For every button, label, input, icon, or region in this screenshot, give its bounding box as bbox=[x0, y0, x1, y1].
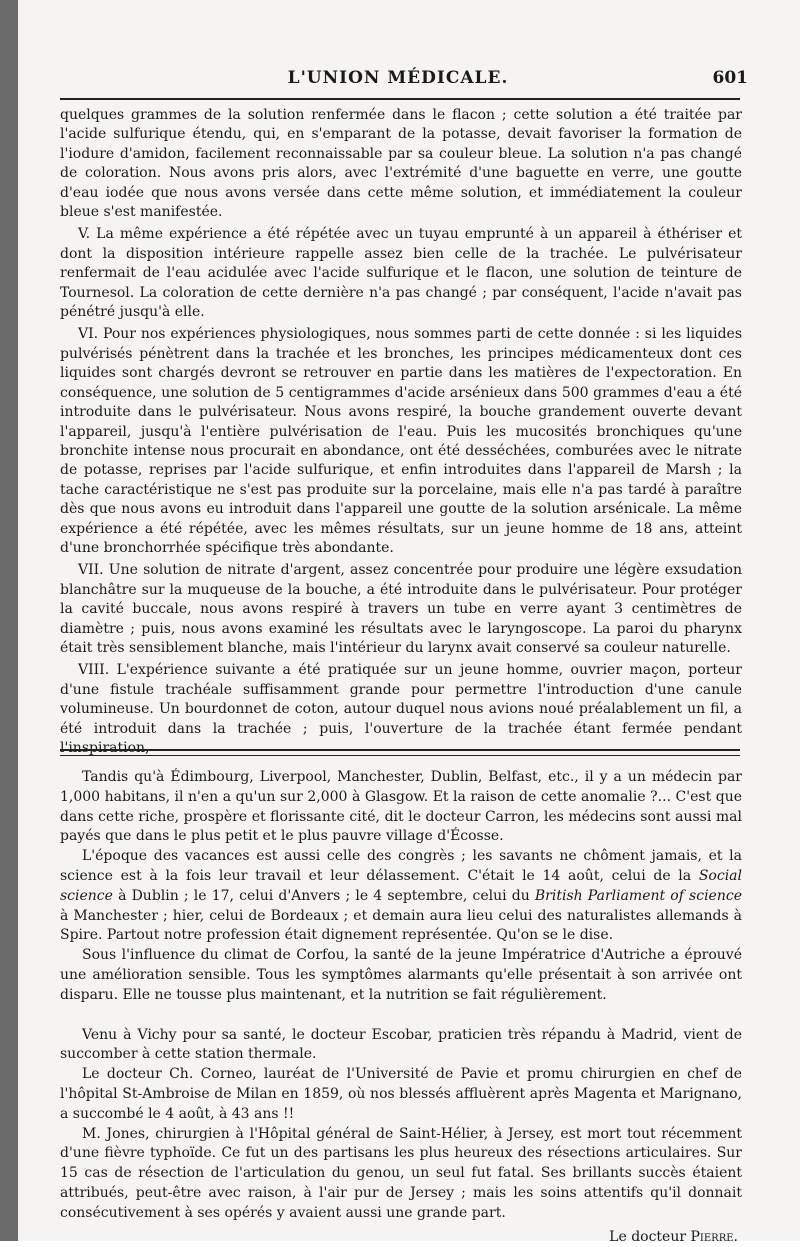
chronicle-paragraph-corneo: Le docteur Ch. Corneo, lauréat de l'Université de Pavie et promu chirurgien en chef de l'hôpital St-Ambroise de Milan en 1859, où nos blessés affluèrent après Magenta et Marignano, a succombé le 4 août, à 43 ans !! bbox=[60, 1066, 742, 1122]
chronicle-paragraph-congres: L'époque des vacances est aussi celle des congrès ; les savants ne chôment jamais, et la science est à la fois leur travail et leur délassement. C'était le 14 août, celui de la Social science à Dublin ; le 17, celui d'Anvers ; le 4 septembre, celui du British Parliament of science à Manchester ; hier, celui de Bordeaux ; et demain aura lieu celui des naturalistes allemands à Spire. Partout notre profession était dignement représentée. Qu'on se le dise. bbox=[60, 848, 742, 944]
chronicle-paragraph-escobar: Venu à Vichy pour sa santé, le docteur Escobar, praticien très répandu à Madrid, vient de succomber à cette station thermale. bbox=[60, 1026, 742, 1063]
page-header bbox=[58, 68, 748, 98]
british-parliament-title: British Parliament of science bbox=[534, 887, 742, 904]
article-body bbox=[60, 106, 742, 761]
signature: Le docteur Pierre. bbox=[609, 1228, 738, 1245]
paragraph-experiment-vi: VI. Pour nos expériences physiologiques, nous sommes parti de cette donnée : si les liquides pulvérisés pénètrent dans la trachée et les bronches, les principes médicamenteux dont ces liquides sont chargés devront se retrouver en partie dans les matières de l'expectoration. En conséquence, une solution de 5 centigrammes d'acide arsénieux dans 500 grammes d'eau a été introduite dans le pulvérisateur. Nous avons respiré, la bouche grandement ouverte devant l'appareil, jusqu'à l'entière pulvérisation de l'eau. Puis les mucosités bronchiques qu'une bronchite intense nous procurait en abondance, ont été desséchées, comburées avec le nitrate de potasse, reprises par l'acide sulfurique, et enfin introduites dans l'appareil de Marsh ; la tache caractéristique ne s'est pas produite sur la porcelaine, mais elle n'a pas tardé à paraître dès que nous avons eu introduit dans l'appareil une goutte de la solution arsénicale. La même expérience a été répétée, avec les mêmes résultats, sur un jeune homme de 18 ans, atteint d'une bronchorrhée spécifique très abondante. bbox=[60, 326, 742, 556]
signature-name: Pierre. bbox=[690, 1228, 738, 1245]
page-number: 601 bbox=[712, 68, 748, 88]
chronicle-paragraph-glasgow: Tandis qu'à Édimbourg, Liverpool, Manchester, Dublin, Belfast, etc., il y a un médecin par 1,000 habitans, il n'en a qu'un sur 2,000 à Glasgow. Et la raison de cette anomalie ?... C'est que dans cette riche, prospère et florissante cité, dit le docteur Carron, les médecins sont aussi mal payés que dans le plus petit et le plus pauvre village d'Écosse. bbox=[60, 769, 742, 845]
paragraph-continuation: quelques grammes de la solution renfermée dans le flacon ; cette solution a été traitée par l'acide sulfurique étendu, qui, en s'emparant de la potasse, devait favoriser la formation de l'iodure d'amidon, facilement reconnaissable par sa couleur bleue. La solution n'a pas changé de coloration. Nous avons pris alors, avec l'extrémité d'une baguette en verre, une goutte d'eau iodée que nous avons versée dans cette même solution, et immédiatement la couleur bleue s'est manifestée. bbox=[60, 107, 742, 221]
paragraph-experiment-v: V. La même expérience a été répétée avec un tuyau emprunté à un appareil à éthériser et dont la disposition intérieure rappelle assez bien celle de la trachée. Le pulvérisateur renfermait de l'eau acidulée avec l'acide sulfurique et le flacon, une solution de teinture de Tournesol. La coloration de cette dernière n'a pas changé ; par conséquent, l'acide n'avait pas pénétré jusqu'à elle. bbox=[60, 226, 742, 321]
chronicle-paragraph-imperatrice: Sous l'influence du climat de Corfou, la santé de la jeune Impératrice d'Autriche a éprouvé une amélioration sensible. Tous les symptômes alarmants qu'elle présentait à son arrivée ont disparu. Elle ne tousse plus maintenant, et la nutrition se fait régulièrement. bbox=[60, 947, 742, 1003]
social-science-title: Social science bbox=[60, 867, 742, 904]
running-title: L'UNION MÉDICALE. bbox=[287, 68, 509, 88]
chronicle-section bbox=[60, 768, 742, 1247]
paragraph-experiment-viii: VIII. L'expérience suivante a été pratiquée sur un jeune homme, ouvrier maçon, porteur d'une fistule trachéale suffisamment grande pour permettre l'introduction d'une canule volumineuse. Un bourdonnet de coton, autour duquel nous avions noué préalablement un fil, a été introduit dans la trachée ; puis, l'ouverture de la trachée étant fermée pendant l'inspiration, bbox=[60, 662, 742, 756]
header-rule bbox=[60, 98, 740, 100]
section-separator bbox=[60, 749, 740, 756]
chronicle-paragraph-jones: M. Jones, chirurgien à l'Hôpital général de Saint-Hélier, à Jersey, est mort tout récemment d'une fièvre typhoïde. Ce fut un des partisans les plus heureux des résections articulaires. Sur 15 cas de résection de l'articulation du genou, un seul fut fatal. Ses brillants succès étaient attribués, peut-être avec raison, à l'air pur de Jersey ; mais les soins attentifs qu'il donnait consécutivement à ses opérés y avaient aussi une grande part. bbox=[60, 1125, 742, 1221]
paragraph-experiment-vii: VII. Une solution de nitrate d'argent, assez concentrée pour produire une légère exsudation blanchâtre sur la muqueuse de la bouche, a été introduite dans le pulvérisateur. Pour protéger la cavité buccale, nous avons respiré à travers un tube en verre ayant 3 centimètres de diamètre ; puis, nous avons examiné les résultats avec le laryngoscope. La paroi du pharynx était très sensiblement blanche, mais l'intérieur du larynx avait conservé sa couleur naturelle. bbox=[60, 562, 742, 656]
